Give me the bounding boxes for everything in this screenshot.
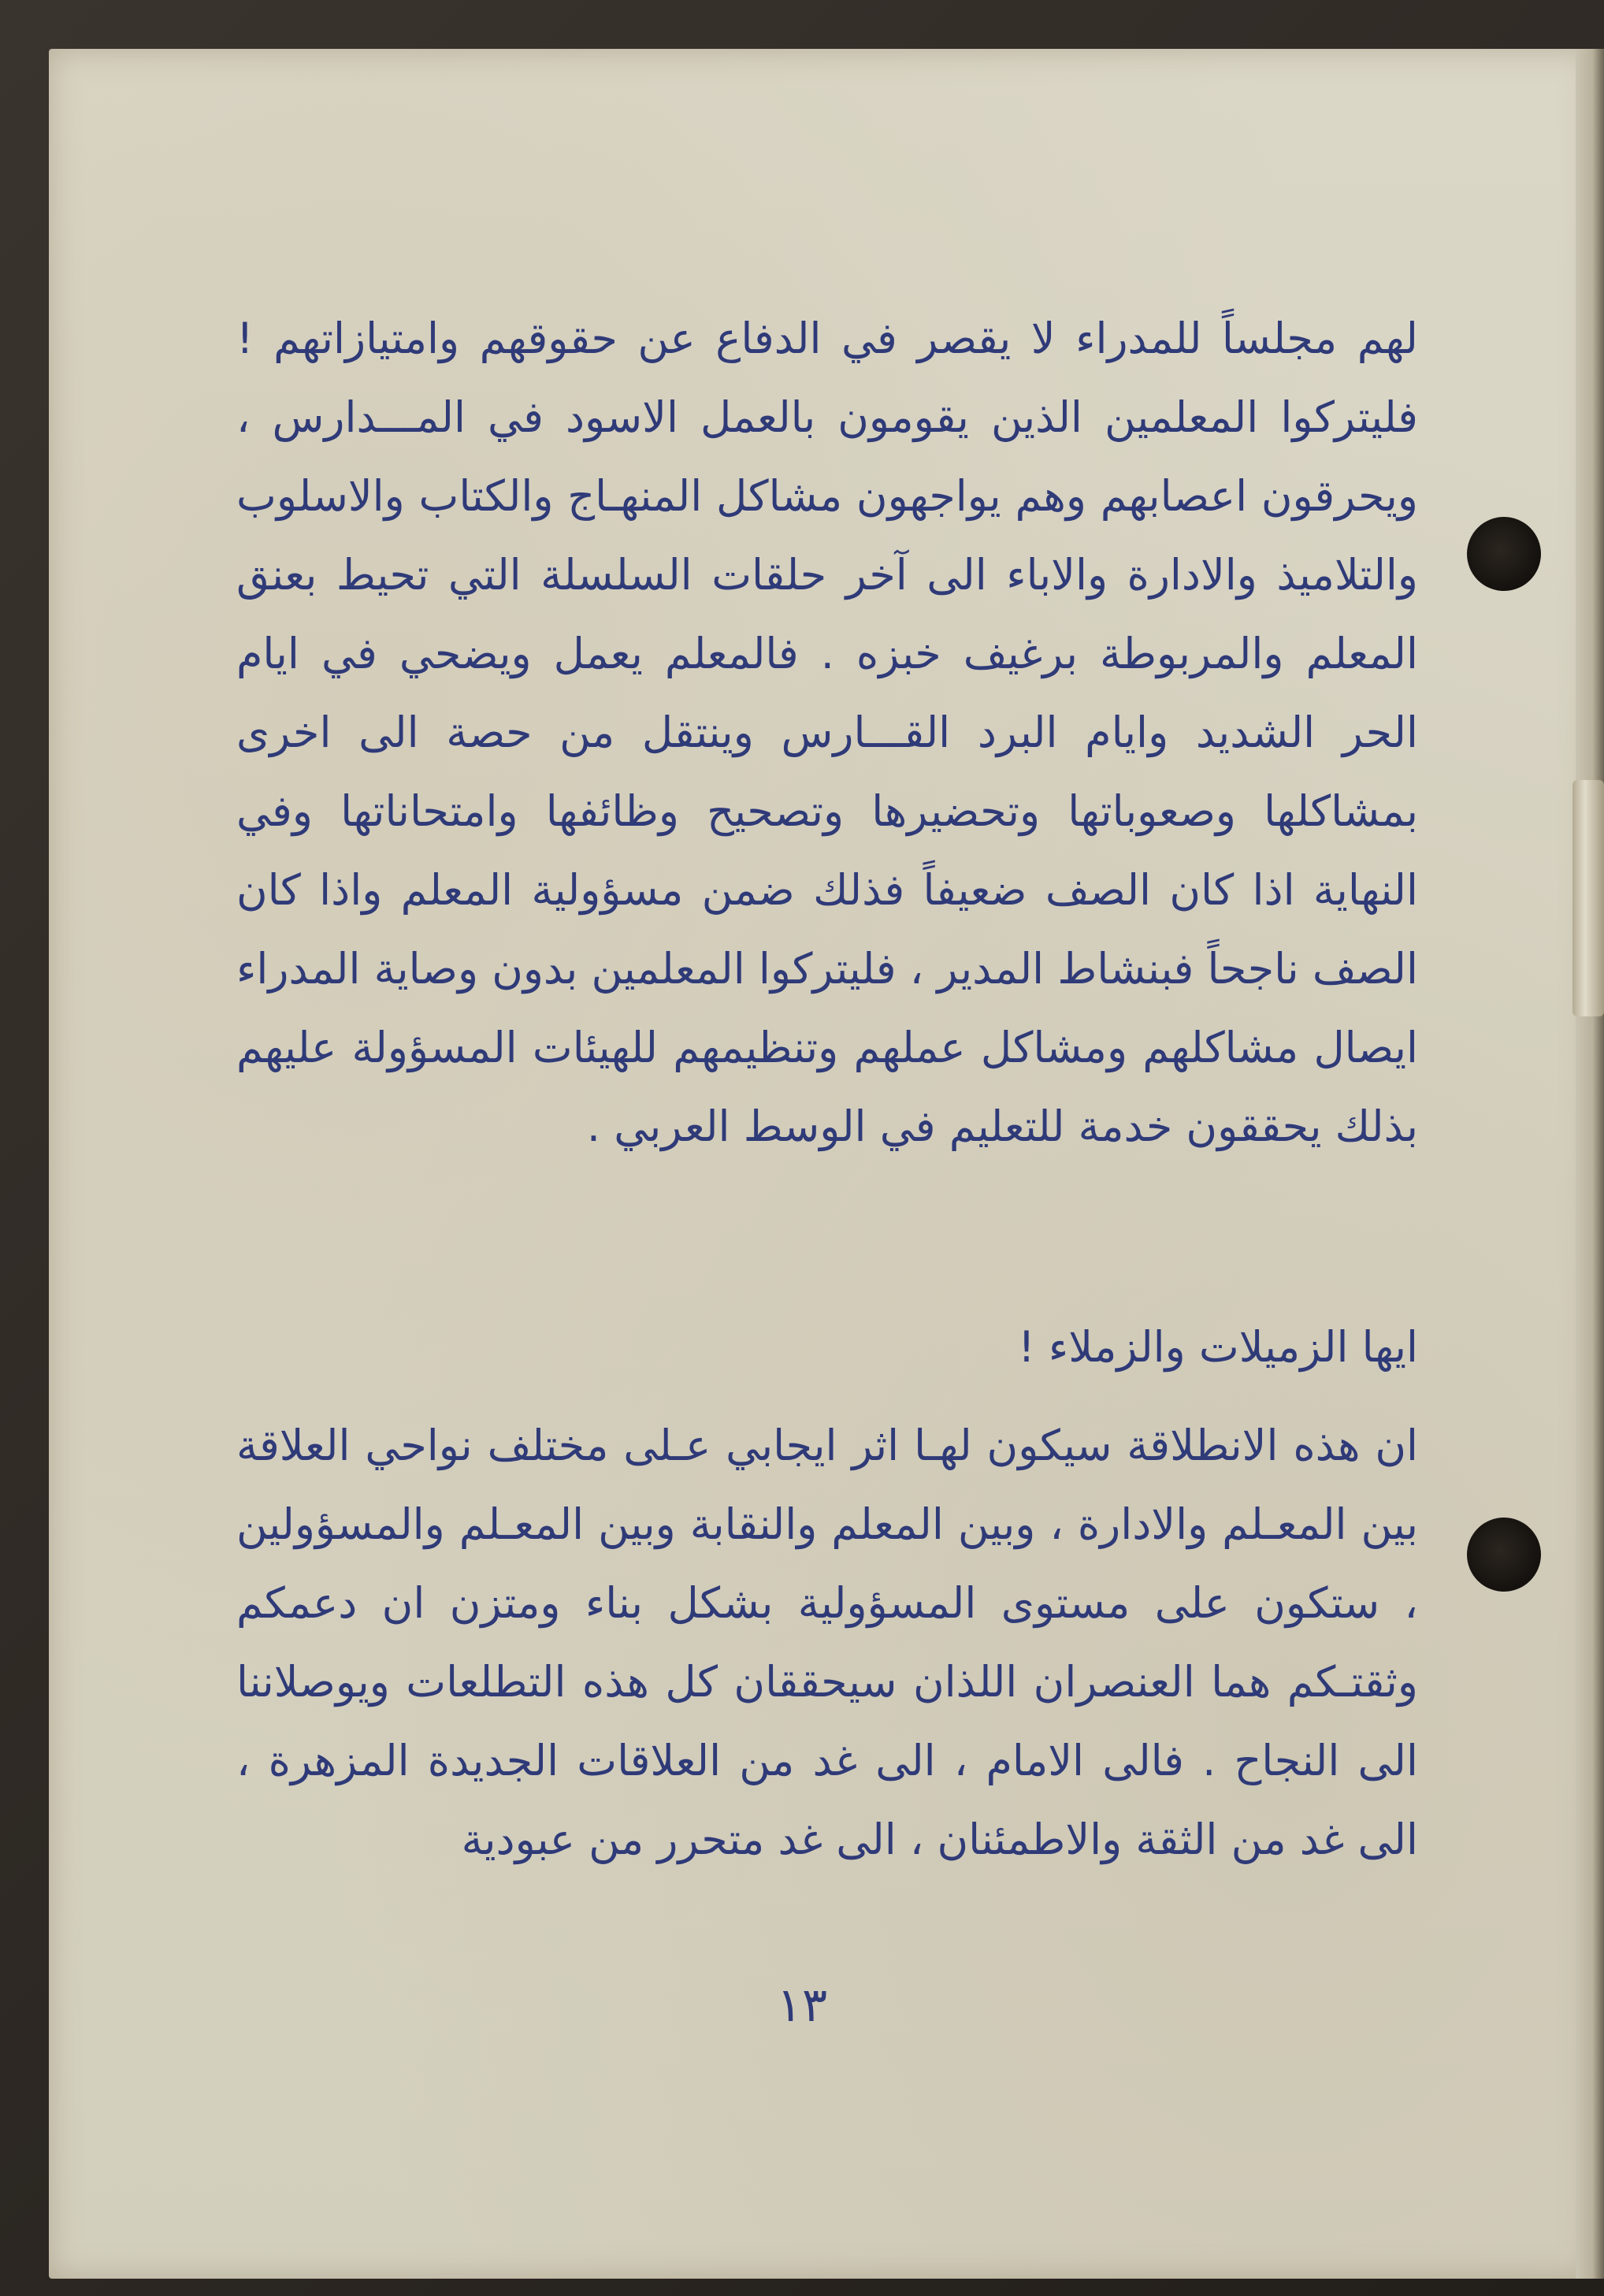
page-edge [1576, 49, 1604, 2279]
binding-tab [1572, 780, 1604, 1016]
paragraph-text: لهم مجلساً للمدراء لا يقصر في الدفاع عن حقوقهم وامتيازاتهم ! فليتركوا المعلمين الذين يقومون بالعمل الاسود في المـــدارس ، ويحرقون اعصابهم وهم يواجهون مشاكل المنهـاج والكتاب والاسلوب والتلاميذ والادارة والاباء الى آخر حلقات السلسلة التي تحيط بعنق المعلم والمربوطة برغيف خبزه . فالمعلم يعمل ويضحي في ايام الحر الشديد وايام البرد القـــارس وينتقل من حصة الى اخرى بمشاكلها وصعوباتها وتحضيرها وتصحيح وظائفها وامتحاناتها وفي النهاية اذا كان الصف ضعيفاً فذلك ضمن مسؤولية المعلم واذا كان الصف ناجحاً فبنشاط المدير ، فليتركوا المعلمين بدون وصاية المدراء ايصال مشاكلهم ومشاكل عملهم وتنظيمهم للهيئات المسؤولة عليهم بذلك يحققون خدمة للتعليم في الوسط العربي . [236, 314, 1418, 1151]
punch-hole-icon [1467, 1518, 1541, 1592]
body-paragraph-2 [236, 1406, 1418, 1879]
body-paragraph-1 [236, 299, 1418, 1166]
address-text: ايها الزميلات والزملاء ! [1018, 1322, 1418, 1372]
page-number: ١٣ [776, 1978, 828, 2033]
punch-hole-icon [1467, 517, 1541, 591]
paragraph-text: ان هذه الانطلاقة سيكون لهـا اثر ايجابي عـلى مختلف نواحي العلاقة بين المعـلم والادارة ، وبين المعلم والنقابة وبين المعـلم والمسؤولين ، ستكون على مستوى المسؤولية بشكل بناء ومتزن ان دعمكم وثقتـكم هما العنصران اللذان سيحققان كل هذه التطلعات ويوصلاننا الى النجاح . فالى الامام ، الى غد من العلاقات الجديدة المزهرة ، الى غد من الثقة والاطمئنان ، الى غد متحرر من عبودية [236, 1421, 1418, 1864]
address-line [236, 1308, 1418, 1387]
